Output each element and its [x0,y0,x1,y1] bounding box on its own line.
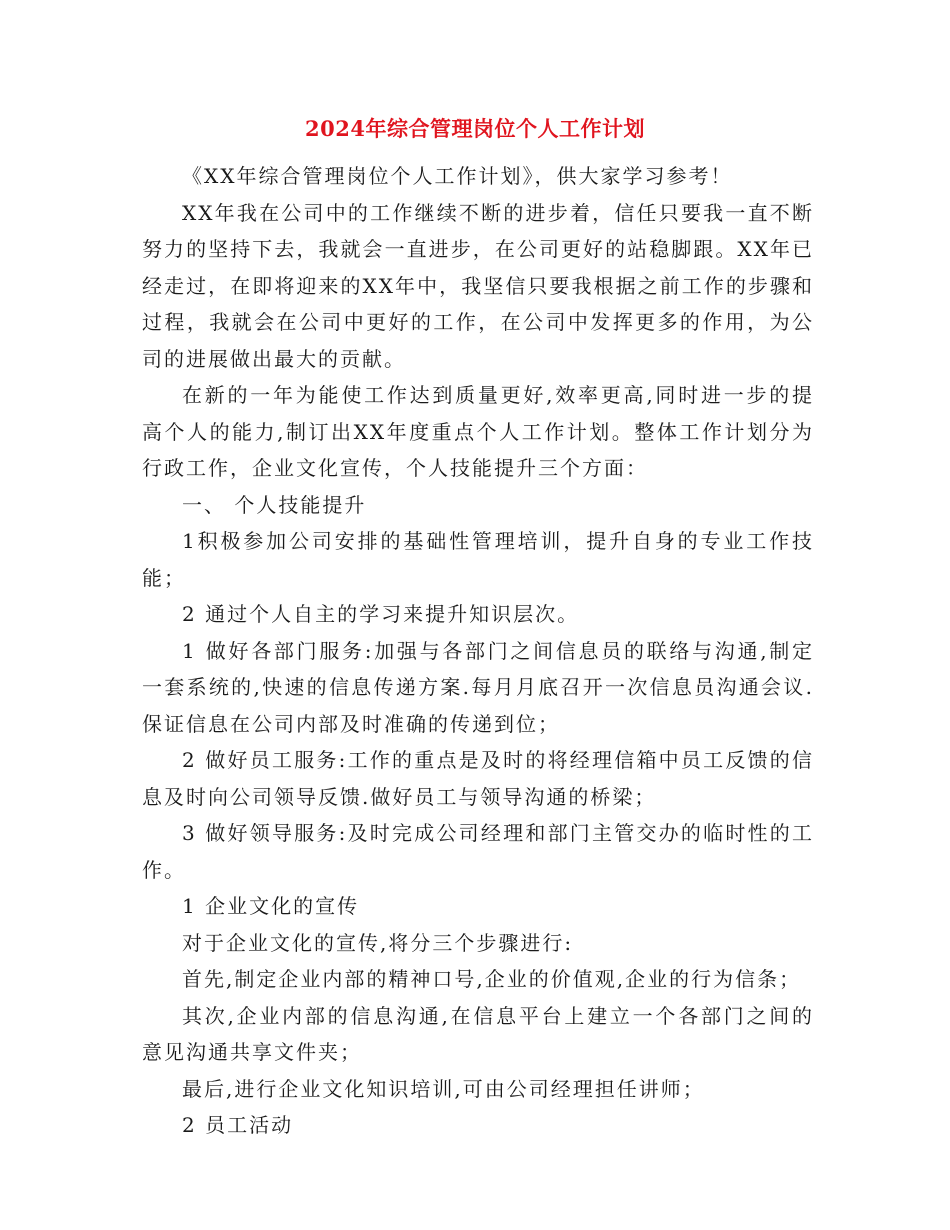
paragraph: 1 做好各部门服务:加强与各部门之间信息员的联络与沟通,制定一套系统的,快速的信息传递方案.每月月底召开一次信息员沟通会议.保证信息在公司内部及时准确的传递到位； [142,638,814,736]
paragraph: XX年我在公司中的工作继续不断的进步着，信任只要我一直不断努力的坚持下去，我就会一直进步，在公司更好的站稳脚跟。XX年已经走过，在即将迎来的XX年中，我坚信只要我根据之前工作的步骤和过程，我就会在公司中更好的工作，在公司中发挥更多的作用，为公司的进展做出最大的贡献。 [142,200,814,371]
paragraph: 《XX年综合管理岗位个人工作计划》，供大家学习参考！ [182,164,733,188]
paragraph: 2 通过个人自主的学习来提升知识层次。 [182,602,580,626]
paragraph: 3 做好领导服务:及时完成公司经理和部门主管交办的临时性的工作。 [142,821,814,882]
section-heading: 一、 个人技能提升 [182,492,367,517]
subsection-heading: 2 员工活动 [182,1113,294,1137]
document-title: 2024年综合管理岗位个人工作计划 [305,116,645,141]
paragraph: 首先,制定企业内部的精神口号,企业的价值观,企业的行为信条； [182,967,802,991]
paragraph: 最后,进行企业文化知识培训,可由公司经理担任讲师； [182,1076,705,1101]
paragraph: 对于企业文化的宣传,将分三个步骤进行: [182,930,574,955]
document-body [142,158,814,1144]
subsection-heading: 1 企业文化的宣传 [182,894,360,918]
paragraph: 2 做好员工服务:工作的重点是及时的将经理信箱中员工反馈的信息及时向公司领导反馈.做好员工与领导沟通的桥梁； [142,748,814,809]
paragraph: 1积极参加公司安排的基础性管理培训，提升自身的专业工作技能； [142,529,814,590]
paragraph: 在新的一年为能使工作达到质量更好,效率更高,同时进一步的提高个人的能力,制订出XX年度重点个人工作计划。整体工作计划分为行政工作，企业文化宣传，个人技能提升三个方面： [142,383,814,480]
paragraph: 其次,企业内部的信息沟通,在信息平台上建立一个各部门之间的意见沟通共享文件夹； [142,1003,814,1064]
